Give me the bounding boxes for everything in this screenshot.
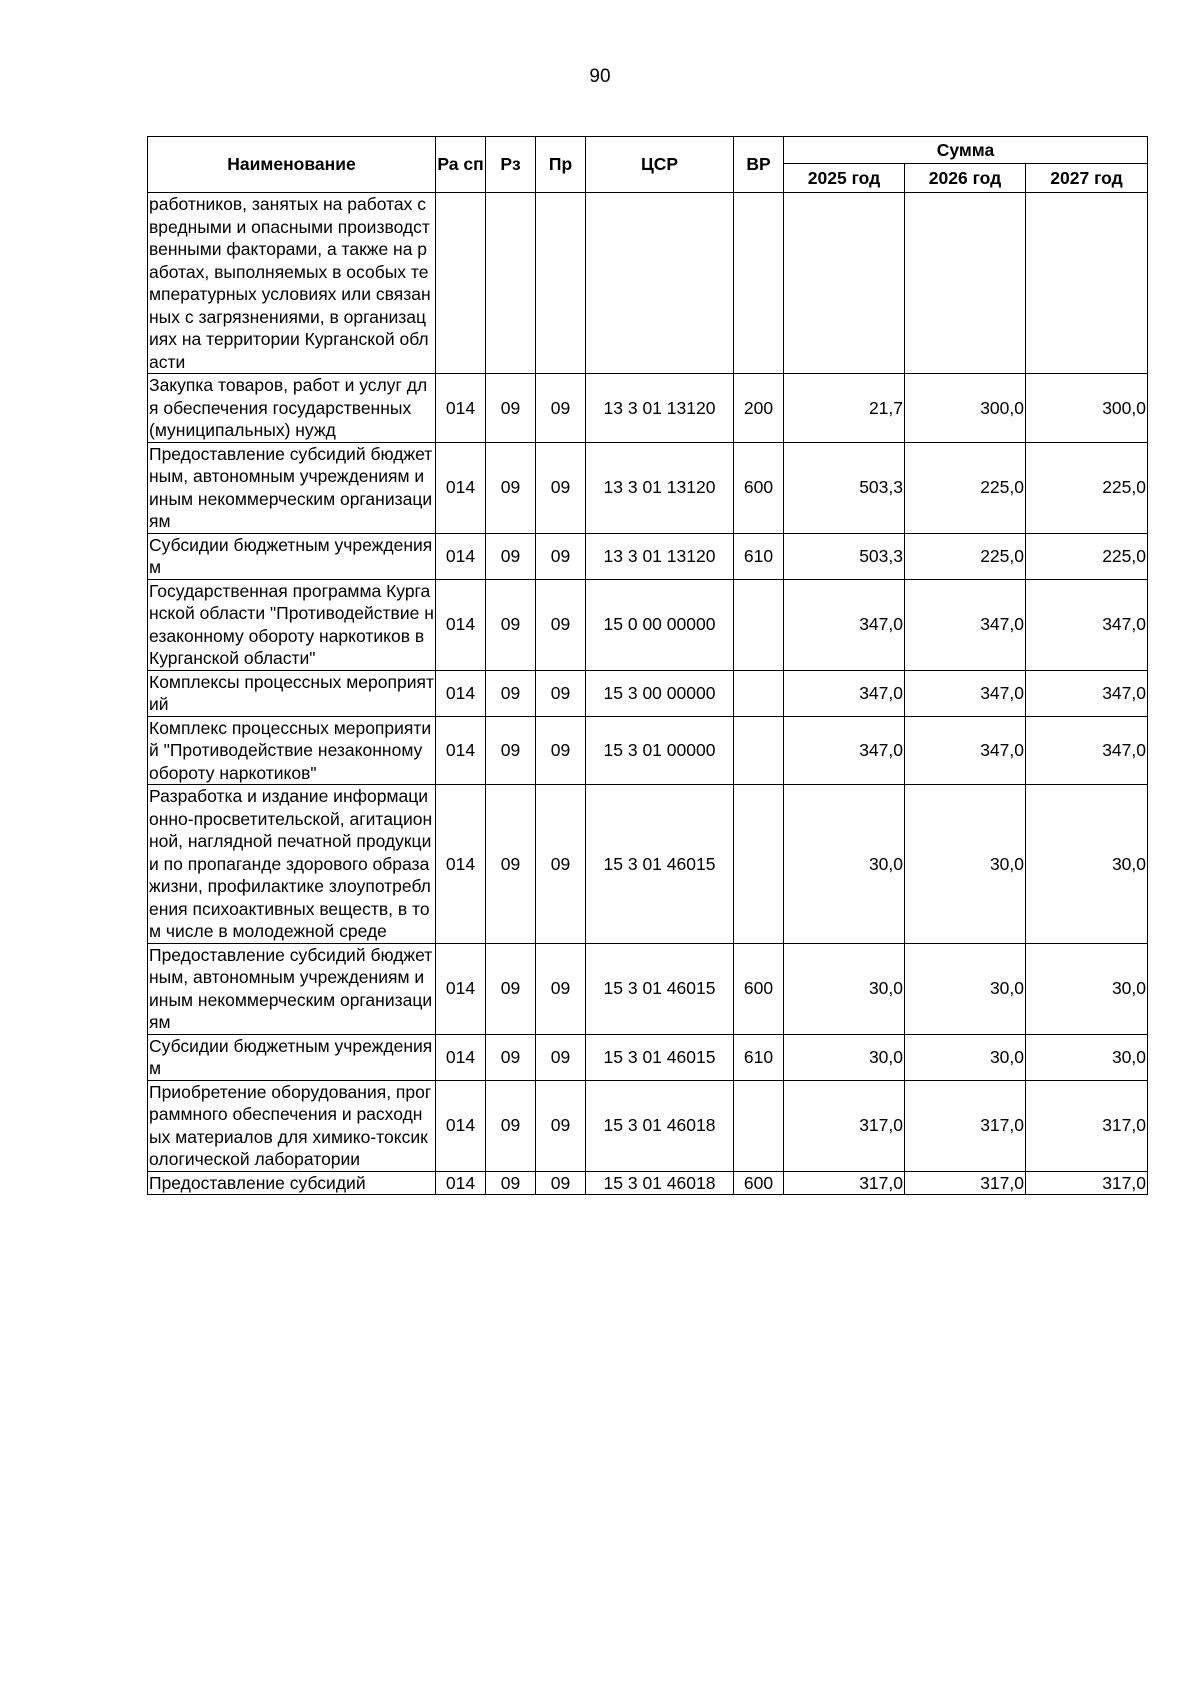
row-pr: 09: [536, 943, 586, 1034]
row-rz: 09: [486, 374, 536, 443]
table-row: [148, 193, 1148, 374]
row-2025: 30,0: [784, 943, 905, 1034]
row-name: Комплексы процессных мероприятий: [149, 671, 434, 714]
row-rz: 09: [486, 1080, 536, 1171]
table-row: [148, 716, 1148, 785]
row-csr: 13 3 01 13120: [586, 442, 734, 533]
row-vr: [734, 579, 784, 670]
row-pr: 09: [536, 716, 586, 785]
row-vr: [734, 193, 784, 374]
row-vr: [734, 716, 784, 785]
row-name: Субсидии бюджетным учреждениям: [148, 1034, 436, 1080]
row-2027: 347,0: [1026, 579, 1148, 670]
row-rasp: 014: [436, 579, 486, 670]
row-pr: [536, 193, 586, 374]
row-name: Предоставление субсидий бюджетным, автономным учреждениям и иным некоммерческим организациям: [148, 442, 436, 533]
row-2027: 30,0: [1026, 1034, 1148, 1080]
row-2027: 225,0: [1026, 533, 1148, 579]
row-csr: 15 3 01 46015: [586, 1034, 734, 1080]
table-row: [148, 579, 1148, 670]
row-rz: [486, 193, 536, 374]
row-rz: 09: [486, 1171, 536, 1195]
row-pr: 09: [536, 579, 586, 670]
row-2026: 300,0: [905, 374, 1026, 443]
row-rasp: [436, 193, 486, 374]
row-vr: [734, 785, 784, 944]
row-2025: [784, 193, 905, 374]
row-vr: [734, 670, 784, 716]
row-csr: 15 0 00 00000: [586, 579, 734, 670]
row-2027: 347,0: [1026, 670, 1148, 716]
row-2027: 225,0: [1026, 442, 1148, 533]
table-header: [148, 137, 1148, 193]
row-2026: 30,0: [905, 943, 1026, 1034]
table-row: [148, 943, 1148, 1034]
row-name: Субсидии бюджетным учреждениям: [148, 533, 436, 579]
page-number: 90: [589, 66, 611, 87]
row-pr: 09: [536, 1171, 586, 1195]
row-2025: 503,3: [784, 533, 905, 579]
budget-table: [147, 136, 1148, 1195]
row-name: Комплекс процессных мероприятий "Противодействие незаконному обороту наркотиков": [148, 716, 436, 785]
row-rz: 09: [486, 943, 536, 1034]
row-rasp: 014: [436, 943, 486, 1034]
row-rz: 09: [486, 716, 536, 785]
row-rasp: 014: [436, 442, 486, 533]
row-2025: 347,0: [784, 716, 905, 785]
row-csr: [586, 193, 734, 374]
header-year-2026: 2026 год: [905, 164, 1026, 193]
row-2026: 317,0: [905, 1171, 1026, 1195]
row-pr: 09: [536, 442, 586, 533]
row-csr: 15 3 01 46015: [586, 785, 734, 944]
row-rasp: 014: [436, 785, 486, 944]
row-2027: 30,0: [1026, 785, 1148, 944]
table-row: [148, 1171, 1148, 1195]
table-row: [148, 533, 1148, 579]
row-2026: 317,0: [905, 1080, 1026, 1171]
table-row: [148, 374, 1148, 443]
row-name: Предоставление субсидий: [148, 1171, 436, 1195]
header-rasp: Ра сп: [436, 137, 486, 193]
row-2027: 300,0: [1026, 374, 1148, 443]
row-2025: 317,0: [784, 1080, 905, 1171]
row-pr: 09: [536, 374, 586, 443]
row-name: Закупка товаров, работ и услуг для обеспечения государственных (муниципальных) нужд: [148, 374, 436, 443]
row-csr: 13 3 01 13120: [586, 374, 734, 443]
row-2025: 30,0: [784, 1034, 905, 1080]
row-name: работников, занятых на работах с вредными и опасными производственными факторами, а также на работах, выполняемых в особых температурных условиях или связанных с загрязнениями, в организациях на территории Курганской области: [148, 193, 436, 374]
row-2026: 347,0: [905, 670, 1026, 716]
header-name: Наименование: [148, 137, 436, 193]
header-pr: Пр: [536, 137, 586, 193]
row-2025: 30,0: [784, 785, 905, 944]
row-2027: 347,0: [1026, 716, 1148, 785]
row-rasp: 014: [436, 670, 486, 716]
row-2027: 317,0: [1026, 1080, 1148, 1171]
table-row: [148, 785, 1148, 944]
row-2026: 30,0: [905, 1034, 1026, 1080]
row-2025: 347,0: [784, 670, 905, 716]
row-pr: 09: [536, 533, 586, 579]
row-name: Приобретение оборудования, программного обеспечения и расходных материалов для химико-токсикологической лаборатории: [148, 1080, 436, 1171]
row-2026: [905, 193, 1026, 374]
row-vr: 610: [734, 1034, 784, 1080]
row-rasp: 014: [436, 533, 486, 579]
row-rasp: 014: [436, 1034, 486, 1080]
table-row: [148, 670, 1148, 716]
row-vr: [734, 1080, 784, 1171]
row-csr: 15 3 01 46018: [586, 1171, 734, 1195]
row-vr: 600: [734, 1171, 784, 1195]
row-pr: 09: [536, 1080, 586, 1171]
row-2026: 30,0: [905, 785, 1026, 944]
row-csr: 15 3 01 46018: [586, 1080, 734, 1171]
row-2025: 317,0: [784, 1171, 905, 1195]
row-csr: 15 3 01 00000: [586, 716, 734, 785]
row-csr: 15 3 00 00000: [586, 670, 734, 716]
row-2027: [1026, 193, 1148, 374]
header-sum: Сумма: [784, 137, 1148, 164]
row-2025: 21,7: [784, 374, 905, 443]
row-2025: 503,3: [784, 442, 905, 533]
row-rz: 09: [486, 442, 536, 533]
row-rz: 09: [486, 670, 536, 716]
row-2026: 347,0: [905, 716, 1026, 785]
table-body: [148, 193, 1148, 1195]
row-2026: 225,0: [905, 533, 1026, 579]
row-pr: 09: [536, 1034, 586, 1080]
row-pr: 09: [536, 785, 586, 944]
row-pr: 09: [536, 670, 586, 716]
header-year-2025: 2025 год: [784, 164, 905, 193]
row-vr: 600: [734, 943, 784, 1034]
row-rasp: 014: [436, 1171, 486, 1195]
row-rz: 09: [486, 533, 536, 579]
row-rasp: 014: [436, 1080, 486, 1171]
row-rz: 09: [486, 785, 536, 944]
row-2026: 225,0: [905, 442, 1026, 533]
header-year-2027: 2027 год: [1026, 164, 1148, 193]
row-rz: 09: [486, 1034, 536, 1080]
table-row: [148, 1034, 1148, 1080]
row-rz: 09: [486, 579, 536, 670]
row-name: Разработка и издание информационно-просветительской, агитационной, наглядной печатной продукции по пропаганде здорового образа жизни, профилактике злоупотребления психоактивных веществ, в том числе в молодежной среде: [148, 785, 436, 944]
row-2027: 317,0: [1026, 1171, 1148, 1195]
row-rasp: 014: [436, 716, 486, 785]
row-vr: 600: [734, 442, 784, 533]
row-csr: 13 3 01 13120: [586, 533, 734, 579]
row-rasp: 014: [436, 374, 486, 443]
header-vr: ВР: [734, 137, 784, 193]
table-row: [148, 1080, 1148, 1171]
row-vr: 610: [734, 533, 784, 579]
row-2027: 30,0: [1026, 943, 1148, 1034]
header-rz: Рз: [486, 137, 536, 193]
row-vr: 200: [734, 374, 784, 443]
row-2026: 347,0: [905, 579, 1026, 670]
header-csr: ЦСР: [586, 137, 734, 193]
row-name: Государственная программа Курганской области "Противодействие незаконному обороту наркотиков в Курганской области": [149, 580, 434, 668]
row-2025: 347,0: [784, 579, 905, 670]
table-row: [148, 442, 1148, 533]
row-csr: 15 3 01 46015: [586, 943, 734, 1034]
row-name: Предоставление субсидий бюджетным, автономным учреждениям и иным некоммерческим организациям: [148, 943, 436, 1034]
